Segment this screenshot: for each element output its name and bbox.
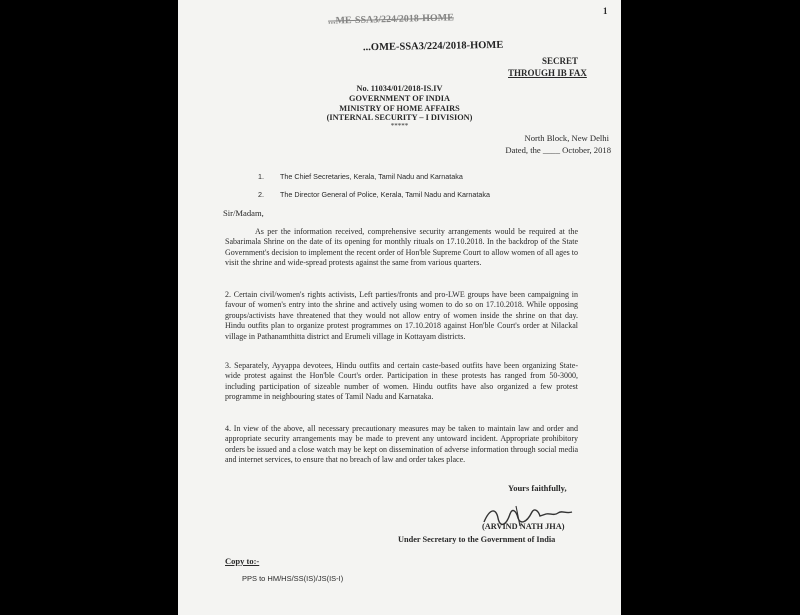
ministry-heading: MINISTRY OF HOME AFFAIRS <box>339 104 460 113</box>
addressee-number: 1. <box>258 172 264 181</box>
file-stamp: ...OME-SSA3/224/2018-HOME <box>362 39 504 54</box>
place-line: North Block, New Delhi <box>524 133 609 143</box>
closing: Yours faithfully, <box>508 483 567 493</box>
signatory-designation: Under Secretary to the Government of India <box>398 535 556 544</box>
classification-label: SECRET <box>542 56 579 66</box>
paragraph-3: 3. Separately, Ayyappa devotees, Hindu outfits and certain caste-based outfits have been organizing State-wide protest against the Hon'ble Court's order. Participation in these protests has ranged from 50-3000, including participation of sizeable number of women. Hindu outfits have also organized a few protest programme in neighbouring states of Tamil Nadu and Karnataka. <box>225 361 578 402</box>
government-heading: GOVERNMENT OF INDIA <box>349 94 450 103</box>
date-line: Dated, the ____ October, 2018 <box>505 145 611 155</box>
page-number: 1 <box>603 6 608 16</box>
addressee-number: 2. <box>258 190 264 199</box>
salutation: Sir/Madam, <box>223 208 264 218</box>
document-page <box>178 0 621 615</box>
paragraph-4: 4. In view of the above, all necessary precautionary measures may be taken to maintain law and order and appropriate security arrangements may be made to prevent any untoward incident. Appropriate prohibitory orders be issued and a close watch may be kept on dissemination of adverse information through social media and internet services, to ensure that no breach of law and order takes place. <box>225 424 578 465</box>
transmission-label: THROUGH IB FAX <box>508 68 587 78</box>
addressee-text: The Chief Secretaries, Kerala, Tamil Nadu and Karnataka <box>280 172 463 181</box>
crossed-file-stamp: ...ME-SSA3/224/2018-HOME <box>327 12 454 27</box>
paragraph-1: As per the information received, comprehensive security arrangements would be required at the Sabarimala Shrine on the date of its opening for monthly rituals on 17.10.2018. In the backdrop of the State Government's decision to implement the recent order of Hon'ble Supreme Court to allow women of all ages to visit the shrine and wide-spread protests against the same from various quarters. <box>225 227 578 268</box>
division-heading: (INTERNAL SECURITY – I DIVISION) <box>326 113 473 122</box>
copy-to-recipients: PPS to HM/HS/SS(IS)/JS(IS-I) <box>242 574 344 583</box>
separator-stars: ***** <box>390 122 409 130</box>
signatory-name: (ARVIND NATH JHA) <box>482 522 565 531</box>
copy-to-label: Copy to:- <box>225 556 260 566</box>
addressee-text: The Director General of Police, Kerala, Tamil Nadu and Karnataka <box>280 190 491 199</box>
file-number: No. 11034/01/2018-IS.IV <box>356 84 443 93</box>
paragraph-2: 2. Certain civil/women's rights activists, Left parties/fronts and pro-LWE groups have been campaigning in favour of women's entry into the shrine and actively using women to do so on 17.10.2018. While opposing groups/activists have threatened that they would not allow entry of women inside the shrine on that day. Hindu outfits plan to organize protest programmes on 17.10.2018 against Hon'ble Court's order at Nilackal village in Pathanamthitta district and Erumeli village in Kottayam districts. <box>225 290 578 341</box>
